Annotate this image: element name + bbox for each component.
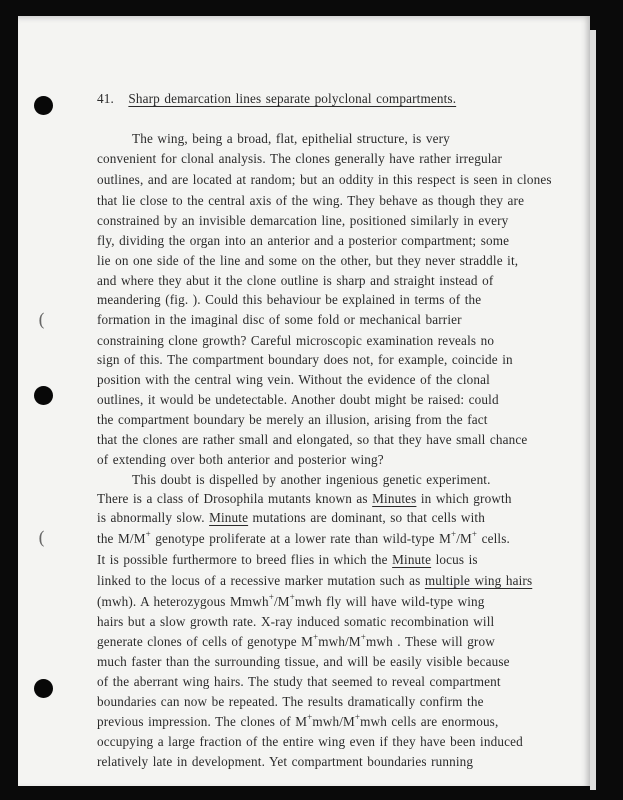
text-line [97, 372, 490, 388]
text-segment: that the clones are rather small and elongated, so that they have small chance [97, 432, 528, 447]
text-segment: generate clones of cells of genotype M [97, 634, 314, 649]
text-segment: occupying a large fraction of the entire wing even if they have been induced [97, 734, 523, 749]
text-segment: much faster than the surrounding tissue, and will be easily visible because [97, 654, 510, 669]
text-segment: hairs but a slow growth rate. X-ray induced somatic recombination will [97, 614, 495, 629]
text-segment: constraining clone growth? Careful microscopic examination reveals no [97, 333, 495, 348]
underlined-term: Minutes [372, 491, 417, 506]
text-line [97, 674, 501, 690]
text-line [97, 573, 532, 589]
text-line [97, 253, 518, 269]
text-segment: meandering (fig. ). Could this behaviour be explained in terms of the [97, 292, 482, 307]
text-segment: mwh fly will have wild-type wing [294, 594, 485, 609]
text-segment: outlines, and are located at random; but an oddity in this respect is seen in clones [97, 172, 552, 187]
text-segment: It is possible furthermore to breed flies in which the [97, 552, 393, 567]
text-segment: constrained by an invisible demarcation line, positioned similarly in every [97, 213, 509, 228]
text-line [97, 292, 481, 308]
text-segment: mwh . These will grow [366, 634, 495, 649]
text-line [97, 213, 508, 229]
punch-hole-middle [34, 386, 53, 405]
text-line [97, 714, 498, 730]
text-segment: the M/M [97, 531, 146, 546]
text-line [132, 131, 450, 147]
text-segment: mutations are dominant, so that cells with [248, 510, 485, 525]
text-line [97, 734, 523, 750]
section-number: 41. [97, 91, 114, 106]
superscript: + [360, 632, 367, 642]
text-segment: /M [273, 594, 290, 609]
underlined-term: multiple wing hairs [424, 573, 533, 588]
text-segment: that lie close to the central axis of the wing. They behave as though they are [97, 193, 525, 208]
superscript: + [145, 529, 151, 539]
text-segment: position with the central wing vein. Without the evidence of the clonal [97, 372, 490, 387]
underlined-term: Minute [392, 552, 432, 567]
superscript: + [471, 529, 478, 539]
punch-hole-bottom [34, 679, 53, 698]
text-segment: genotype proliferate at a lower rate than wild-type M [150, 531, 451, 546]
text-line [97, 432, 527, 448]
text-line [97, 614, 494, 630]
text-line [97, 151, 502, 167]
text-line [97, 273, 493, 289]
text-segment: in which growth [416, 491, 512, 506]
text-line [97, 172, 552, 188]
text-line [97, 452, 384, 468]
text-line [97, 594, 485, 610]
text-segment: sign of this. The compartment boundary does not, for example, coincide in [97, 352, 513, 367]
text-segment: (mwh). A heterozygous Mmwh [97, 594, 269, 609]
text-line [97, 531, 510, 547]
superscript: + [307, 712, 313, 722]
text-line [97, 333, 494, 349]
text-segment: of the aberrant wing hairs. The study that seemed to reveal compartment [97, 674, 501, 689]
text-line [97, 491, 512, 507]
text-segment: convenient for clonal analysis. The clones generally have rather irregular [97, 151, 503, 166]
text-segment: the compartment boundary be merely an illusion, arising from the fact [97, 412, 488, 427]
text-segment: /M [456, 531, 472, 546]
binder-mark: ( [38, 528, 46, 549]
punch-hole-top [34, 96, 53, 115]
text-line [97, 233, 509, 249]
text-line [97, 510, 485, 526]
text-segment: of extending over both anterior and posterior wing? [97, 452, 384, 467]
text-line [97, 392, 499, 408]
section-title: Sharp demarcation lines separate polyclonal compartments. [128, 91, 457, 106]
superscript: + [289, 592, 295, 602]
text-segment: is abnormally slow. [97, 510, 210, 525]
text-segment: formation in the imaginal disc of some fold or mechanical barrier [97, 312, 462, 327]
text-segment: mwh cells are enormous, [360, 714, 499, 729]
text-line [97, 552, 478, 568]
text-segment: cells. [477, 531, 510, 546]
superscript: + [313, 632, 319, 642]
text-segment: mwh/M [312, 714, 355, 729]
text-segment: boundaries can now be repeated. The results dramatically confirm the [97, 694, 484, 709]
text-line [132, 472, 491, 488]
text-segment: The wing, being a broad, flat, epithelial structure, is very [132, 131, 450, 146]
text-segment: lie on one side of the line and some on the other, but they never straddle it, [97, 253, 519, 268]
underlined-term: Minute [209, 510, 249, 525]
text-line [97, 694, 484, 710]
text-segment: linked to the locus of a recessive marker mutation such as [97, 573, 425, 588]
text-segment: mwh/M [318, 634, 361, 649]
text-segment: and where they abut it the clone outline is sharp and straight instead of [97, 273, 494, 288]
text-segment: This doubt is dispelled by another ingenious genetic experiment. [132, 472, 491, 487]
text-line [97, 193, 524, 209]
text-line [97, 312, 462, 328]
text-segment: outlines, it would be undetectable. Another doubt might be raised: could [97, 392, 499, 407]
section-heading [97, 91, 456, 107]
text-segment: previous impression. The clones of M [97, 714, 308, 729]
superscript: + [268, 592, 274, 602]
text-segment: locus is [431, 552, 478, 567]
binder-mark: ( [38, 310, 46, 331]
superscript: + [354, 712, 361, 722]
text-segment: fly, dividing the organ into an anterior and a posterior compartment; some [97, 233, 510, 248]
text-line [97, 634, 495, 650]
text-line [97, 352, 513, 368]
superscript: + [450, 529, 457, 539]
text-line [97, 412, 488, 428]
text-line [97, 754, 473, 770]
text-segment: relatively late in development. Yet compartment boundaries running [97, 754, 474, 769]
text-segment: There is a class of Drosophila mutants known as [97, 491, 373, 506]
page-edge [590, 30, 596, 790]
text-line [97, 654, 510, 670]
